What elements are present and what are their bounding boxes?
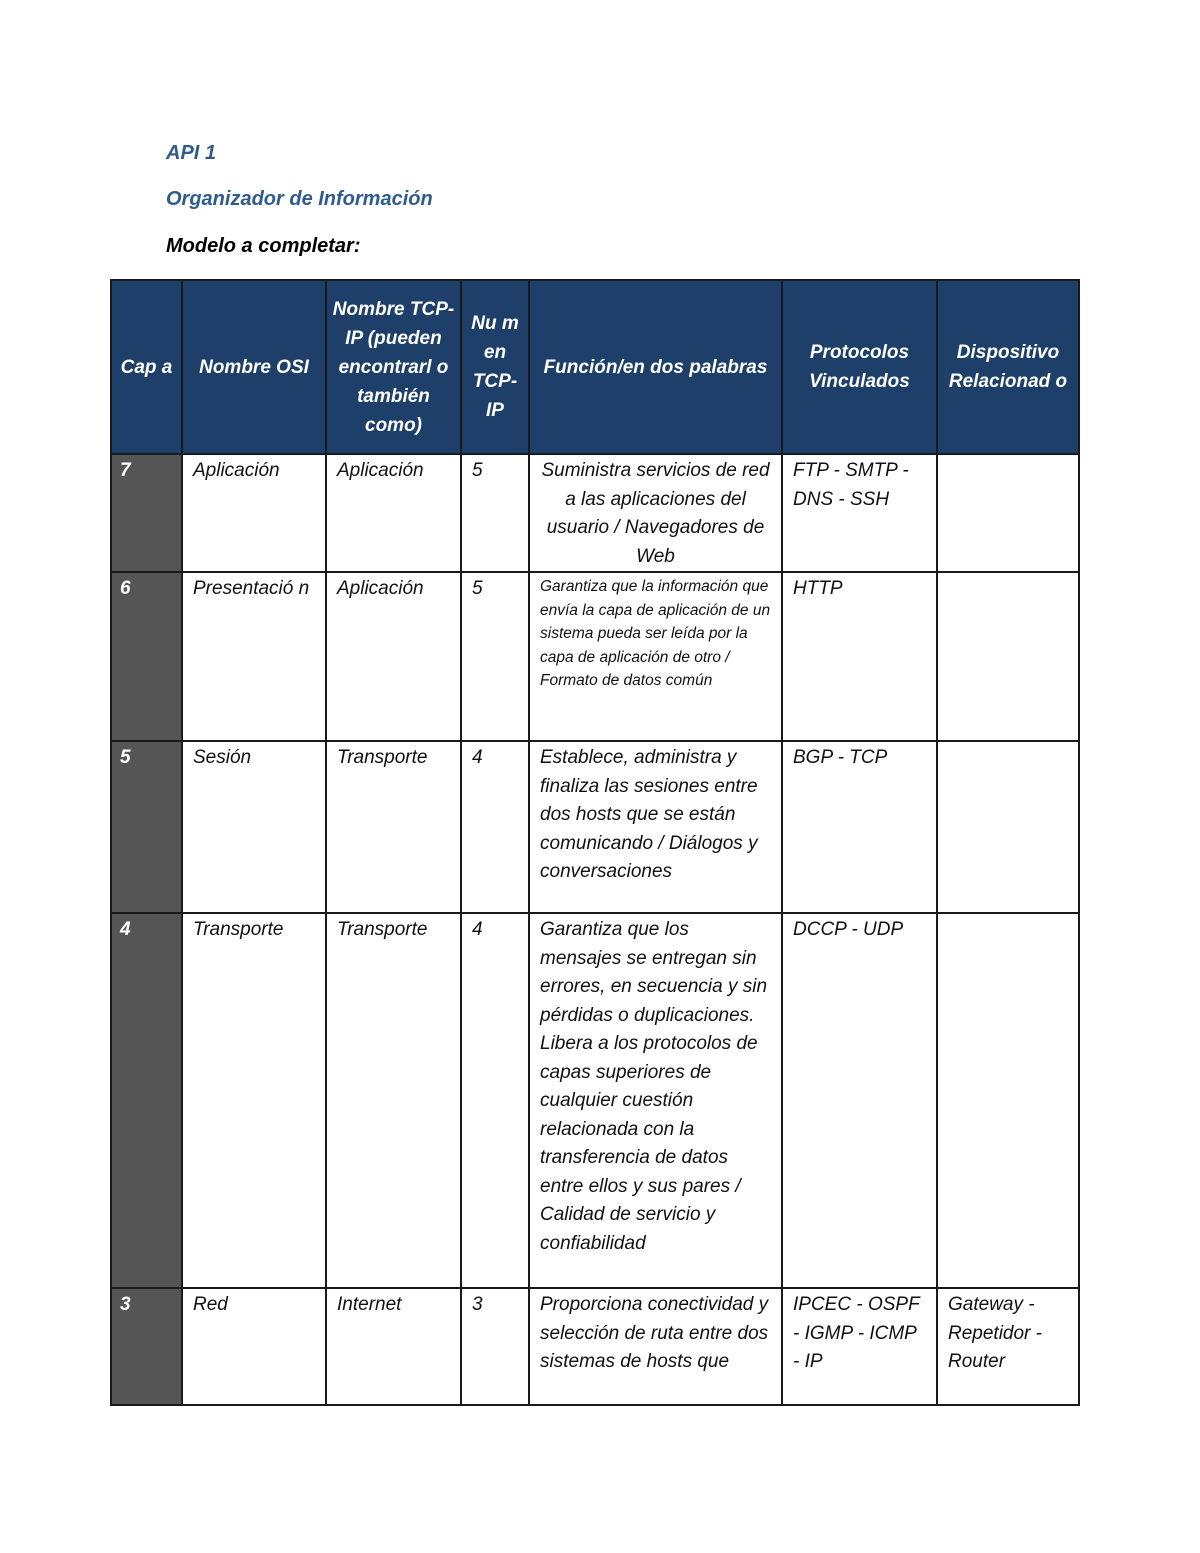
protocols-text: FTP - SMTP - DNS - SSH bbox=[782, 454, 937, 572]
layer-number: 3 bbox=[111, 1288, 182, 1405]
tcpip-name: Aplicación bbox=[326, 454, 461, 572]
table-row bbox=[111, 913, 1079, 1288]
tcpip-number: 3 bbox=[461, 1288, 529, 1405]
protocols-text: DCCP - UDP bbox=[782, 913, 937, 1288]
device-text: Gateway - Repetidor - Router bbox=[937, 1288, 1079, 1405]
doc-subtitle: Organizador de Información bbox=[166, 188, 433, 210]
device-text bbox=[937, 572, 1079, 741]
protocols-text: BGP - TCP bbox=[782, 741, 937, 913]
header-num-tcpip: Nu m en TCP- IP bbox=[461, 280, 529, 454]
header-nombre-tcpip: Nombre TCP-IP (pueden encontrarl o también como) bbox=[326, 280, 461, 454]
osi-name: Transporte bbox=[182, 913, 326, 1288]
device-text bbox=[937, 741, 1079, 913]
doc-section-label: Modelo a completar: bbox=[166, 235, 361, 257]
header-funcion: Función/en dos palabras bbox=[529, 280, 782, 454]
device-text bbox=[937, 454, 1079, 572]
layer-number: 5 bbox=[111, 741, 182, 913]
tcpip-number: 5 bbox=[461, 454, 529, 572]
tcpip-number: 4 bbox=[461, 741, 529, 913]
layer-number: 7 bbox=[111, 454, 182, 572]
table-row bbox=[111, 1288, 1079, 1405]
table-row bbox=[111, 454, 1079, 572]
header-capa: Cap a bbox=[111, 280, 182, 454]
osi-name: Sesión bbox=[182, 741, 326, 913]
tcpip-name: Transporte bbox=[326, 913, 461, 1288]
header-dispositivo: Dispositivo Relacionad o bbox=[937, 280, 1079, 454]
function-text: Garantiza que los mensajes se entregan sin errores, en secuencia y sin pérdidas o duplicaciones. Libera a los protocolos de capas superiores de cualquier cuestión relacionada con la transferencia de datos entre ellos y sus pares / Calidad de servicio y confiabilidad bbox=[529, 913, 782, 1288]
header-nombre-osi: Nombre OSI bbox=[182, 280, 326, 454]
osi-name: Presentació n bbox=[182, 572, 326, 741]
table-row bbox=[111, 741, 1079, 913]
device-text bbox=[937, 913, 1079, 1288]
tcpip-name: Transporte bbox=[326, 741, 461, 913]
tcpip-name: Aplicación bbox=[326, 572, 461, 741]
function-text: Garantiza que la información que envía la capa de aplicación de un sistema pueda ser leída por la capa de aplicación de otro / Formato de datos común bbox=[529, 572, 782, 741]
header-protocolos: Protocolos Vinculados bbox=[782, 280, 937, 454]
tcpip-number: 5 bbox=[461, 572, 529, 741]
osi-tcpip-table bbox=[110, 279, 1080, 1406]
tcpip-name: Internet bbox=[326, 1288, 461, 1405]
osi-name: Red bbox=[182, 1288, 326, 1405]
function-text: Suministra servicios de red a las aplicaciones del usuario / Navegadores de Web bbox=[529, 454, 782, 572]
layer-number: 4 bbox=[111, 913, 182, 1288]
protocols-text: HTTP bbox=[782, 572, 937, 741]
protocols-text: IPCEC - OSPF - IGMP - ICMP - IP bbox=[782, 1288, 937, 1405]
tcpip-number: 4 bbox=[461, 913, 529, 1288]
doc-title-api: API 1 bbox=[166, 142, 217, 164]
function-text: Establece, administra y finaliza las sesiones entre dos hosts que se están comunicando / Diálogos y conversaciones bbox=[529, 741, 782, 913]
osi-name: Aplicación bbox=[182, 454, 326, 572]
layer-number: 6 bbox=[111, 572, 182, 741]
table-header-row bbox=[111, 280, 1079, 454]
table-row bbox=[111, 572, 1079, 741]
function-text: Proporciona conectividad y selección de ruta entre dos sistemas de hosts que bbox=[529, 1288, 782, 1405]
